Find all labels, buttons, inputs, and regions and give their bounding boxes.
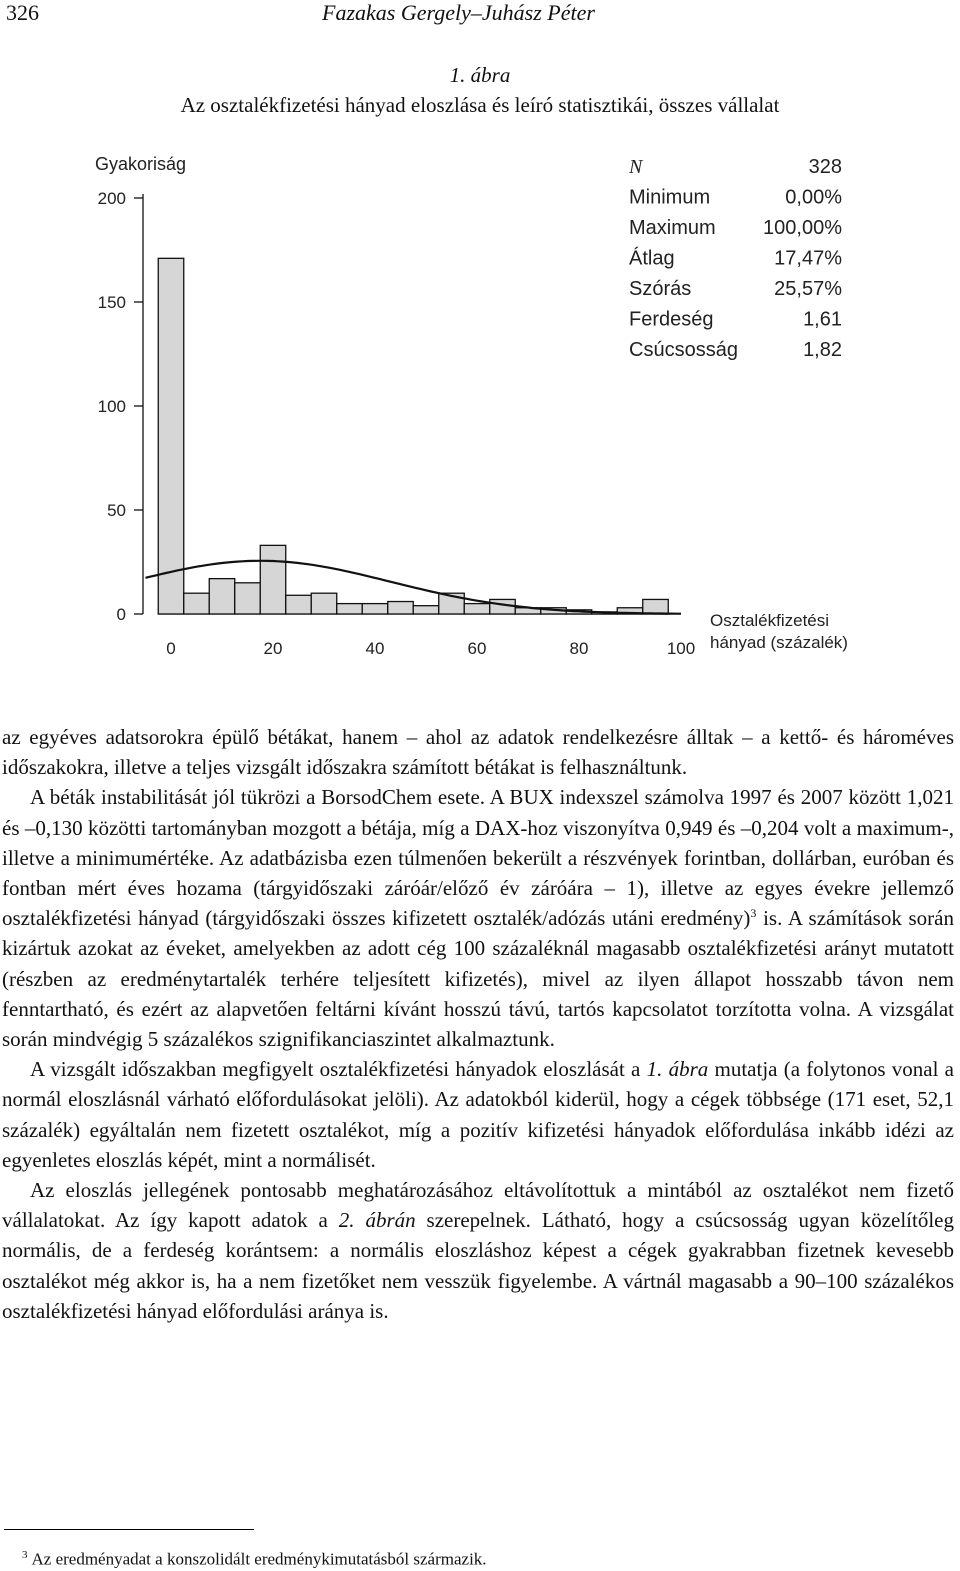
body-text	[2, 722, 954, 1326]
page-header	[6, 0, 956, 26]
footnote-text: Az eredményadat a konszolidált eredménykimutatásból származik.	[31, 1549, 487, 1569]
stats-table	[628, 156, 842, 361]
y-tick-label: 0	[116, 605, 126, 624]
x-axis-title-line: hányad (százalék)	[710, 633, 848, 652]
histogram-bar	[158, 258, 184, 614]
stat-value: 17,47%	[774, 247, 842, 270]
x-tick-label: 60	[467, 639, 487, 658]
paragraph-3	[2, 1054, 954, 1175]
figure-ref-2: 2. ábrán	[338, 1208, 416, 1233]
histogram-bar	[235, 583, 261, 614]
paragraph-2	[2, 782, 954, 1054]
page-number: 326	[6, 0, 39, 25]
y-tick-label: 200	[97, 189, 126, 208]
paragraph-1: az egyéves adatsorokra épülő bétákat, hanem – ahol az adatok rendelkezésre álltak – a kettő- és hároméves időszakokra, illetve a teljes vizsgált időszakra számított bétákat is felhasználtunk.	[2, 725, 954, 780]
paragraph-3-b: mutatja (a folytonos vonal a normál eloszlásnál várható előfordulásokat jelöli). Az adatokból kiderül, hogy a cégek többsége (171 eset, 52,1 százalék) egyáltalán nem fizetett osztalékot, míg a pozitív kifizetési hányadok előfordulása inkább idézi az egyenletes eloszlás képét, mint a normálisét.	[2, 1057, 954, 1172]
figure-ref-1: 1. ábra	[646, 1057, 709, 1082]
stat-label: Maximum	[629, 217, 716, 239]
x-tick-label: 80	[569, 639, 589, 658]
histogram-chart	[0, 140, 960, 670]
running-head-authors: Fazakas Gergely–Juhász Péter	[322, 0, 595, 25]
chart-axes	[134, 194, 668, 614]
histogram-bar	[413, 606, 439, 614]
figure-number: 1. ábra	[449, 63, 511, 87]
y-tick-label: 50	[107, 501, 126, 520]
stat-value: 100,00%	[763, 217, 842, 239]
histogram-bar	[337, 604, 363, 614]
histogram-bar	[184, 593, 210, 614]
histogram-bar	[362, 604, 388, 614]
stat-value: 1,61	[803, 308, 842, 331]
histogram-bar	[643, 599, 669, 614]
histogram-bar	[260, 545, 286, 614]
x-tick-label: 0	[166, 639, 176, 658]
histogram-bar	[286, 595, 312, 614]
stat-value: 25,57%	[774, 278, 842, 300]
x-tick-label: 100	[666, 639, 696, 658]
paragraph-4-b: szerepelnek. Látható, hogy a csúcsosság ugyan közelítőleg normális, de a ferdeség korántsem: a normális eloszláshoz képest a cégek gyakrabban fizetnek kevesebb osztalékot még akkor is, ha a nem fizetőket nem vesszük figyelembe. A vártnál magasabb a 90–100 százalékos osztalékfizetési hányad előfordulási aránya is.	[2, 1208, 954, 1323]
x-tick-label: 20	[263, 639, 283, 658]
stat-label: Ferdeség	[629, 308, 714, 331]
stat-label: Csúcsosság	[629, 339, 738, 361]
x-tick-label: 40	[365, 639, 385, 658]
footnote-rule	[4, 1529, 254, 1530]
stat-value: 1,82	[803, 339, 842, 361]
figure-title: Az osztalékfizetési hányad eloszlása és leíró statisztikái, összes vállalat	[180, 93, 780, 117]
stat-label: N	[629, 156, 643, 178]
y-tick-label: 150	[97, 293, 126, 312]
stat-label: Átlag	[629, 247, 675, 270]
stat-value: 0,00%	[785, 186, 842, 209]
figure-caption	[0, 60, 960, 120]
histogram-bar	[209, 579, 235, 614]
histogram-bar	[464, 604, 490, 614]
paragraph-4-a: Az eloszlás jellegének pontosabb meghatározásához eltávolítottuk a mintából az osztalékot nem fizető vállalatokat. Az így kapott adatok a	[2, 1178, 954, 1233]
paragraph-3-a: A vizsgált időszakban megfigyelt osztalékfizetési hányadok eloszlását a	[30, 1057, 647, 1082]
x-axis-title-line: Osztalékfizetési	[710, 611, 830, 630]
footnote-number: 3	[22, 1549, 28, 1561]
paragraph-2-end: is. A számítások során kizártuk azokat az éveket, amelyekben az adott cég 100 százaléknál magasabb osztalékfizetési arányt mutatott (részben az eredménytartalék terhére teljesített kifizetés), mivel az ilyen állapot hosszabb távon nem fenntartható, és ezért az alapvetően feltárni kívánt hosszú távú, tartós kapcsolatot torzította volna. A vizsgálat során mindvégig 5 százalékos szignifikanciaszintet alkalmaztunk.	[2, 906, 954, 1052]
footnote-ref: 3	[750, 906, 757, 921]
y-axis-title: Gyakoriság	[95, 154, 187, 174]
stat-label: Szórás	[629, 278, 692, 300]
histogram-bar	[388, 602, 414, 614]
paragraph-2-text: A béták instabilitását jól tükrözi a BorsodChem esete. A BUX indexszel számolva 1997 és 2007 között 1,021 és –0,130 közötti tartományban mozgott a bétája, míg a DAX-hoz viszonyítva 0,949 és –0,204 volt a maximum-, illetve a minimumértéke. Az adatbázisba ezen túlmenően bekerült a részvények forintban, dollárban, euróban és fontban mért éves hozama (tárgyidőszaki záróár/előző év záróára – 1), illetve az egyes évekre jellemző osztalékfizetési hányad (tárgyidőszaki összes kifizetett osztalék/adózás utáni eredmény)	[2, 785, 954, 931]
stat-label: Minimum	[629, 186, 711, 209]
histogram-bar	[311, 593, 337, 614]
y-tick-label: 100	[97, 397, 126, 416]
footnote	[22, 1544, 487, 1571]
stat-value: 328	[808, 156, 842, 178]
paragraph-4	[2, 1175, 954, 1326]
histogram-bars	[158, 258, 668, 614]
chart-labels	[95, 154, 848, 658]
